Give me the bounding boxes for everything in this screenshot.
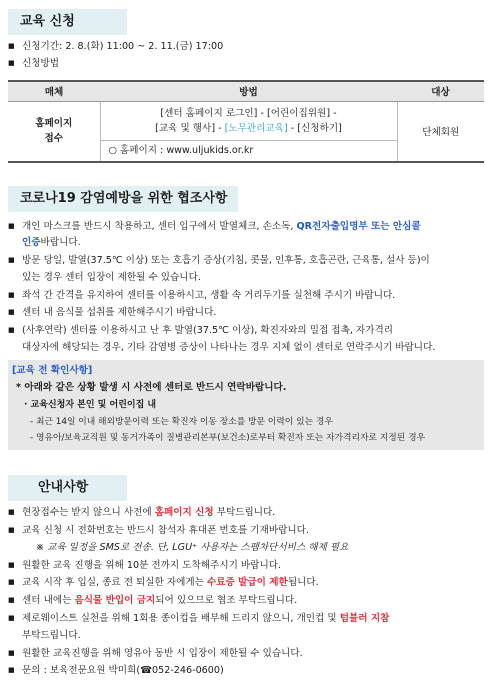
- table-header-media: 매체: [8, 81, 100, 101]
- covid-item-fever-cont: 있는 경우 센터 입장이 제한될 수 있습니다.: [22, 272, 201, 283]
- notice-line2: · 교육신청자 본인 및 어린이집 내: [24, 400, 157, 410]
- labor-education-link[interactable]: [노무관리교육]: [224, 122, 288, 134]
- method-line2: [교육 및 행사] - [노무관리교육] - [신청하기]: [155, 122, 342, 134]
- section-title-covid: 코로나19 감염예방을 위한 협조사항: [8, 186, 238, 212]
- guide-item-children: ■ 원활한 교육진행을 위해 영유아 동반 시 입장이 제한될 수 있습니다.: [8, 646, 486, 661]
- table-header-method: 방법: [100, 81, 397, 101]
- table-header-row: [8, 81, 484, 101]
- covid-item-distance: ■ 좌석 간 간격을 유지하여 센터를 이용하시고, 생활 속 거리두기를 실천해 주시기 바랍니다.: [8, 288, 486, 303]
- covid-item-food: ■ 센터 내 음식물 섭취를 제한해주시기 바랍니다.: [8, 305, 486, 320]
- notice-line1: * 아래와 같은 상황 발생 시 사전에 센터로 반드시 연락바랍니다.: [16, 382, 287, 393]
- guide-item-phone: ■ 교육 신청 시 전화번호는 반드시 참석자 휴대폰 번호를 기재바랍니다.: [8, 523, 486, 538]
- table-header-target: 대상: [397, 81, 484, 101]
- guide-item-zerowaste-cont: 부탁드립니다.: [22, 630, 81, 641]
- covid-item-mask-cont: 인증바랍니다.: [22, 237, 81, 248]
- guide-item-onsite: ■ 현장접수는 받지 않으니 사전에 홈페이지 신청 부탁드립니다.: [8, 505, 486, 520]
- guide-item-arrival: ■ 원활한 교육 진행을 위해 10분 전까지 도착해주시기 바랍니다.: [8, 558, 486, 573]
- covid-item-mask: ■ 개인 마스크를 반드시 착용하고, 센터 입구에서 발열체크, 손소독, QR전자출입명부 또는 안심콜: [8, 219, 486, 234]
- media-cell: [8, 101, 100, 162]
- media-line2: 접수: [44, 133, 64, 144]
- apply-period: ■ 신청기간: 2. 8.(화) 11:00 ~ 2. 11.(금) 17:00: [8, 39, 486, 54]
- guide-item-zerowaste: ■ 제로웨이스트 실천을 위해 1회용 종이컵을 배부해 드리지 않으니, 개인컵 및 텀블러 지참: [8, 611, 486, 626]
- media-line1: 홈페이지: [35, 118, 73, 129]
- method-path: [101, 102, 397, 141]
- apply-method-table: [8, 80, 484, 163]
- covid-item-contact: ■ (사후연락) 센터를 이용하시고 난 후 발열(37.5℃ 이상), 확진자와의 밀접 접촉, 자가격리: [8, 323, 486, 338]
- section-title-guide: 안내사항: [8, 475, 127, 501]
- apply-method-label: ■ 신청방법: [8, 56, 486, 71]
- notice-line4: - 영유아/보육교직원 및 동거가족이 질병관리본부(보건소)로부터 확진자 또는 자가격리자로 지정된 경우: [30, 433, 426, 443]
- notice-title: [교육 전 확인사항]: [12, 365, 93, 376]
- table-row: [8, 101, 484, 162]
- guide-item-food: ■ 센터 내에는 음식물 반입이 금지되어 있으므로 협조 부탁드립니다.: [8, 593, 486, 608]
- target-cell: 단체회원: [397, 101, 484, 162]
- guide-item-certificate: ■ 교육 시작 후 입실, 종료 전 퇴실한 자에게는 수료증 발급이 제한됩니다.: [8, 575, 486, 590]
- covid-item-contact-cont: 대상자에 해당되는 경우, 기타 감염병 증상이 나타나는 경우 지체 없이 센터로 연락주시기 바랍니다.: [22, 342, 436, 353]
- covid-item-fever: ■ 방문 당일, 발열(37.5℃ 이상) 또는 호흡기 증상(기침, 콧물, 인후통, 호흡곤란, 근육통, 설사 등)이: [8, 253, 486, 268]
- homepage-url[interactable]: ○ 홈페이지 : www.uljukids.or.kr: [108, 144, 254, 156]
- method-cell: [100, 101, 397, 162]
- guide-item-phone-note: ※ 교육 일정을 SMS로 전송. 단, LGU⁺ 사용자는 스팸차단서비스 해제 필요: [36, 542, 349, 553]
- method-line1: [센터 홈페이지 로그인] - [어린이집위원] -: [160, 107, 337, 119]
- guide-item-contact: ■ 문의 : 보육전문요원 박미희(☎052-246-0600): [8, 663, 486, 678]
- notice-line3: - 최근 14일 이내 해외방문이력 또는 확진자 이동 장소를 방문 이력이 있는 경우: [30, 417, 333, 427]
- pre-education-notice: [8, 360, 484, 450]
- section-title-apply: 교육 신청: [8, 9, 127, 35]
